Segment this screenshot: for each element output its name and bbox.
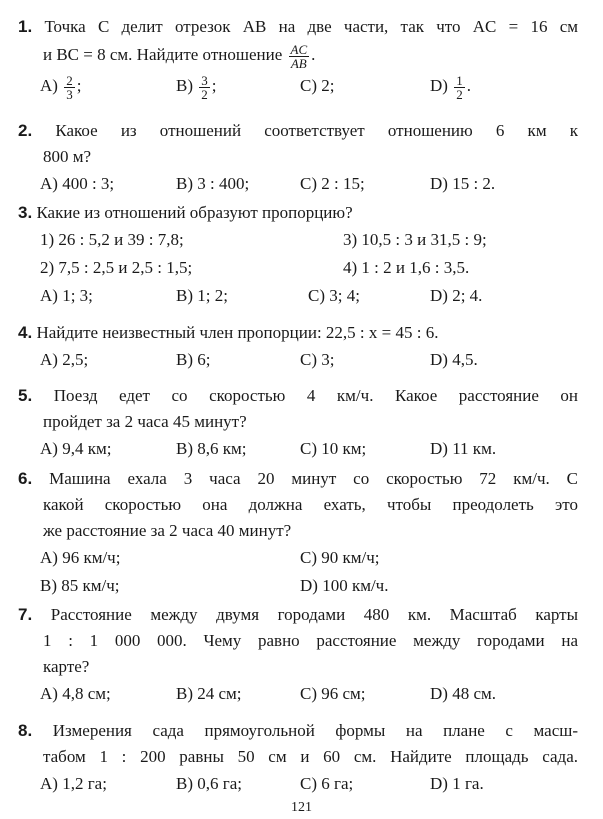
- option-b: B) 0,6 га;: [176, 774, 242, 793]
- proportion-items: [18, 254, 578, 282]
- question-number: 6.: [18, 469, 33, 488]
- option-a: A) 2,5;: [40, 350, 89, 369]
- question-text: какой скоростью она должна ехать, чтобы преодолеть это: [43, 495, 578, 514]
- question-number: 5.: [18, 386, 33, 405]
- option-c: C) 3; 4;: [308, 286, 360, 305]
- page-number: 121: [291, 800, 312, 815]
- proportion-items: [18, 226, 578, 254]
- question-number: 8.: [18, 721, 33, 740]
- option-a: A) 1,2 га;: [40, 774, 107, 793]
- option-a: A) 9,4 км;: [40, 439, 112, 458]
- question-1: 1. Точка C делит отрезок AB на две части, так что AC = 16 см и BC = 8 см. Найдите отношение $\frac{AC}{AB}$ . A) $\frac{2}{3}$ ; B) $\frac{3}{2}$ ; C) 2; D) $\frac{1}{2}$ .: [18, 17, 578, 102]
- option-b: B) 3 : 400;: [176, 174, 250, 193]
- question-number: 7.: [18, 605, 33, 624]
- option-b: B) $\frac{3}{2}$ ;: [176, 72, 217, 102]
- answer-options: [18, 435, 578, 463]
- option-d: D) 2; 4.: [430, 286, 483, 305]
- item-1: 1) 26 : 5,2 и 39 : 7,8;: [40, 230, 184, 249]
- question-6: [18, 466, 578, 600]
- answer-options: [18, 346, 578, 374]
- question-text: Точка C делит отрезок AB на две части, так что AC = 16 см: [44, 17, 578, 36]
- item-2: 2) 7,5 : 2,5 и 2,5 : 1,5;: [40, 258, 193, 277]
- question-2: [18, 118, 578, 198]
- answer-options: [18, 572, 578, 600]
- question-number: 1.: [18, 17, 33, 36]
- option-d: D) 1 га.: [430, 774, 484, 793]
- item-4: 4) 1 : 2 и 1,6 : 3,5.: [343, 258, 470, 277]
- answer-options: [18, 170, 578, 198]
- question-text: и BC = 8 см. Найдите отношение: [43, 45, 283, 64]
- option-d: D) 4,5.: [430, 350, 478, 369]
- question-text: карте?: [43, 657, 90, 676]
- answer-options: [18, 770, 578, 798]
- question-text: же расстояние за 2 часа 40 минут?: [43, 521, 292, 540]
- option-a: A) 1; 3;: [40, 286, 93, 305]
- option-b: B) 6;: [176, 350, 211, 369]
- option-d: D) 48 см.: [430, 684, 496, 703]
- option-c: C) 10 км;: [300, 439, 367, 458]
- option-b: B) 1; 2;: [176, 286, 228, 305]
- question-text: пройдет за 2 часа 45 минут?: [43, 412, 247, 431]
- question-text: Поезд едет со скоростью 4 км/ч. Какое расстояние он: [53, 386, 579, 405]
- option-a: A) $\frac{2}{3}$ ;: [40, 72, 82, 102]
- question-number: 4.: [18, 323, 33, 342]
- option-b: B) 24 см;: [176, 684, 242, 703]
- question-text: Измерения сада прямоугольной формы на плане с масш-: [52, 721, 579, 740]
- option-c: C) 96 см;: [300, 684, 366, 703]
- option-a: A) 400 : 3;: [40, 174, 115, 193]
- question-text: 800 м?: [43, 147, 92, 166]
- answer-options: [18, 70, 578, 102]
- question-text: Какое из отношений соответствует отношению 6 км к: [55, 121, 579, 140]
- question-text: Найдите неизвестный член пропорции: 22,5 : x = 45 : 6.: [36, 323, 439, 342]
- option-b: B) 8,6 км;: [176, 439, 247, 458]
- option-c: C) 3;: [300, 350, 335, 369]
- question-8: [18, 718, 578, 798]
- option-d: D) 11 км.: [430, 439, 497, 458]
- option-d: D) 100 км/ч.: [300, 576, 389, 595]
- question-text: Машина ехала 3 часа 20 минут со скоростью 72 км/ч. С: [49, 469, 579, 488]
- option-a: A) 96 км/ч;: [40, 548, 121, 567]
- answer-options: [18, 282, 578, 310]
- option-c: C) 2;: [300, 76, 335, 95]
- option-d: D) $\frac{1}{2}$ .: [430, 72, 471, 102]
- question-3: [18, 200, 578, 310]
- question-number: 2.: [18, 121, 33, 140]
- item-3: 3) 10,5 : 3 и 31,5 : 9;: [343, 230, 487, 249]
- question-text: Какие из отношений образуют пропорцию?: [36, 203, 353, 222]
- question-text: 1 : 1 000 000. Чему равно расстояние между городами на: [43, 631, 578, 650]
- option-c: C) 6 га;: [300, 774, 354, 793]
- option-c: C) 90 км/ч;: [300, 548, 380, 567]
- option-c: C) 2 : 15;: [300, 174, 365, 193]
- question-number: 3.: [18, 203, 33, 222]
- option-a: A) 4,8 см;: [40, 684, 111, 703]
- answer-options: [18, 544, 578, 572]
- question-5: [18, 383, 578, 463]
- option-b: B) 85 км/ч;: [40, 576, 120, 595]
- question-7: [18, 602, 578, 708]
- fraction: $\frac{AC}{AB}$: [290, 41, 308, 71]
- question-text: Расстояние между двумя городами 480 км. Масштаб карты: [50, 605, 579, 624]
- answer-options: [18, 680, 578, 708]
- question-4: [18, 320, 578, 374]
- option-d: D) 15 : 2.: [430, 174, 496, 193]
- question-text: табом 1 : 200 равны 50 см и 60 см. Найдите площадь сада.: [43, 747, 578, 766]
